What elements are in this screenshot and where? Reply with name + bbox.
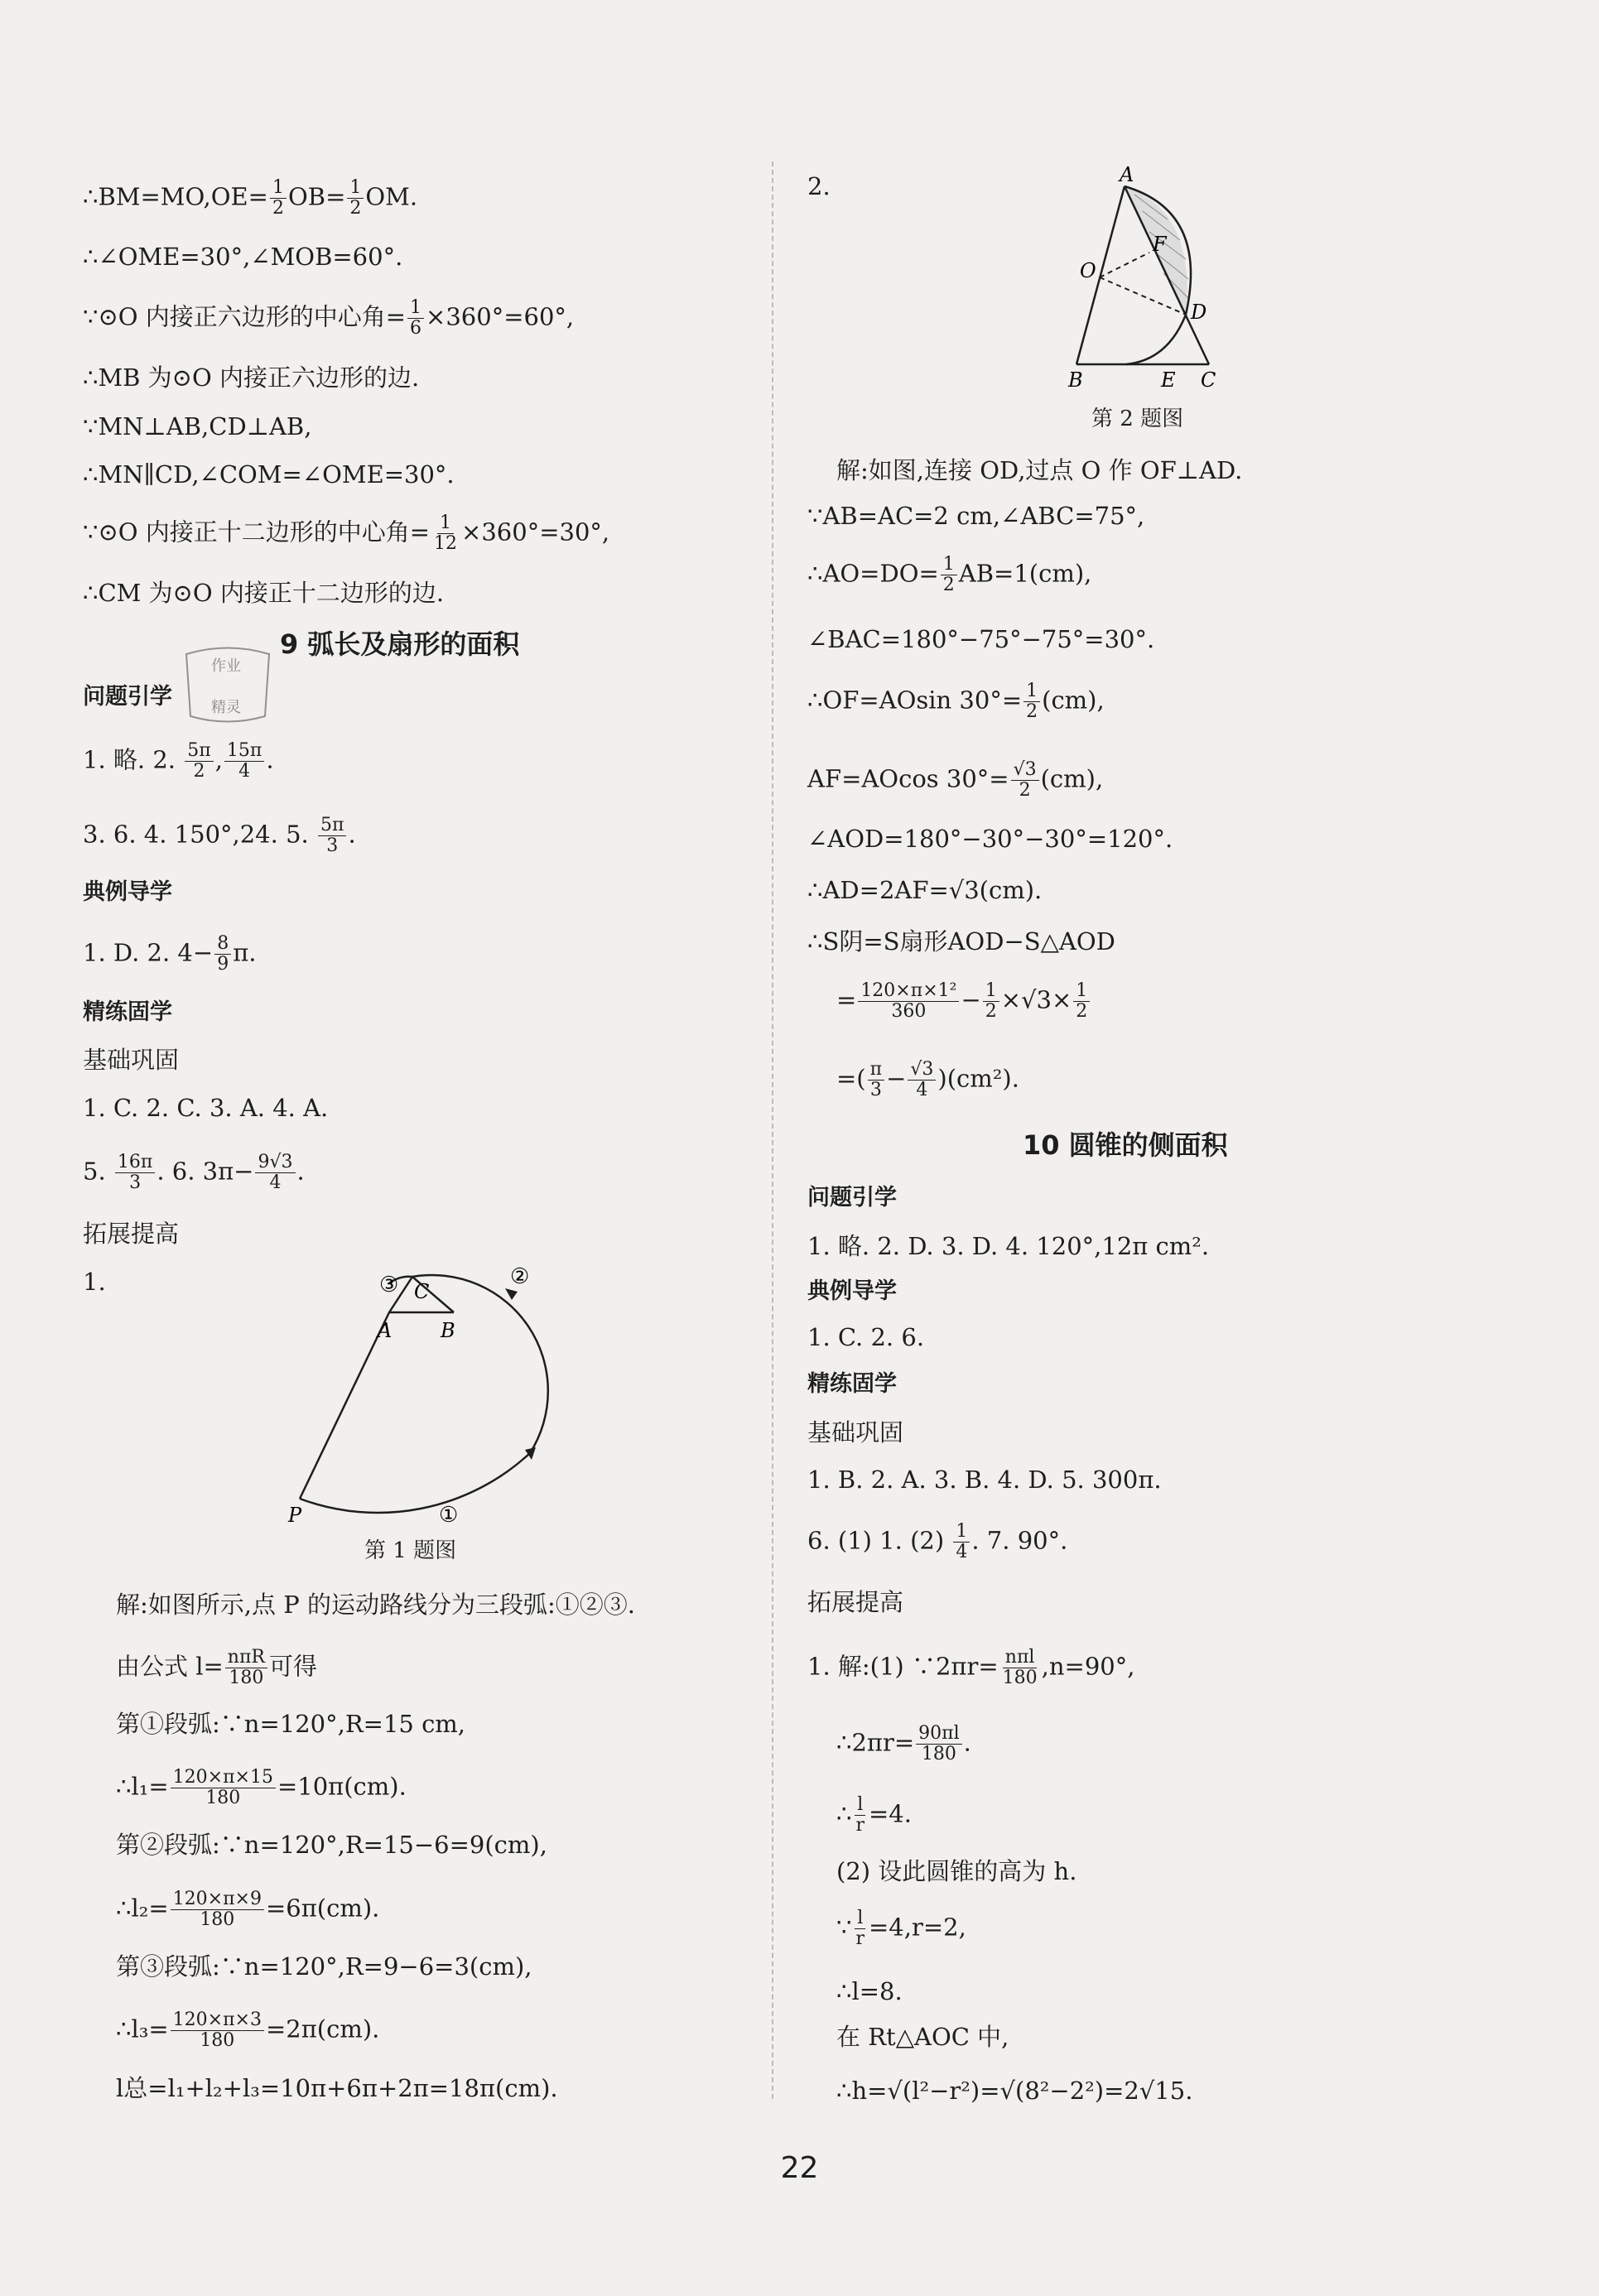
problem-1-number: 1. [83,1268,106,1296]
line-pa [300,1312,389,1499]
den: 3 [129,1172,142,1193]
arrow-1-icon [525,1447,536,1460]
fraction [171,1768,276,1808]
den: 4 [916,1080,928,1100]
fraction [115,1153,155,1193]
text: AB=1(cm), [958,559,1092,588]
den: 180 [200,2030,235,2051]
r-line-jichu-1: 1. B. 2. A. 3. B. 4. D. 5. 300π. [807,1466,1162,1494]
line-jichu-2 [83,1153,305,1193]
label-circle-2: ② [510,1264,530,1289]
side-ac [1125,186,1209,364]
line-dodecagon-angle [83,513,609,554]
r-line-2: ∵AB=AC=2 cm,∠ABC=75°, [807,502,1145,530]
solution-line-8 [116,2010,379,2051]
r-heading-jinglian: 精练固学 [807,1371,897,1397]
svg-text:作业: 作业 [211,657,241,675]
num: 120×π×1² [858,981,959,1002]
column-divider [772,161,773,2099]
r-tz-line-4: (2) 设此圆锥的高为 h. [836,1857,1077,1885]
solution-line-6 [116,1889,379,1930]
num: 1 [407,298,424,319]
text: = [836,985,857,1014]
num: 1 [437,513,454,534]
r-tz-line-1 [807,1648,1134,1688]
num: l [855,1795,865,1816]
solution-line-1: 解:如图所示,点 P 的运动路线分为三段弧:①②③. [116,1591,635,1619]
arc-1 [300,1453,530,1513]
line-cm: ∴CM 为⊙O 内接正十二边形的边. [83,579,445,607]
r-line-jichu-2 [807,1522,1067,1562]
arc-2 [412,1275,548,1453]
heading-dianli: 典例导学 [83,879,172,905]
fraction [347,178,364,219]
line-mb: ∴MB 为⊙O 内接正六边形的边. [83,363,420,392]
fraction [953,1522,970,1562]
r-line-4: ∠BAC=180°−75°−75°=30°. [807,625,1155,653]
den: 360 [891,1001,927,1022]
r-line-1: 解:如图,连接 OD,过点 O 作 OF⊥AD. [836,456,1243,484]
line-mn-parallel: ∴MN∥CD,∠COM=∠OME=30°. [83,460,455,489]
r-line-10 [836,981,1091,1022]
den: 180 [1002,1668,1038,1688]
text: AF=AOcos 30°= [807,764,1009,793]
text: ,n=90°, [1041,1652,1135,1681]
solution-line-7: 第③段弧:∵n=120°,R=9−6=3(cm), [116,1952,532,1981]
num: π [868,1060,884,1081]
label-circle-3: ③ [379,1273,399,1297]
num: 5π [318,816,346,836]
den: 2 [942,575,955,595]
num: 1 [347,178,364,199]
text: ∴OF=AOsin 30°= [807,686,1023,715]
num: 5π [185,741,213,762]
r-line-11: =( $\frac{\pi}{3}$ − $\frac{√3}{4}$ )(cm²). [836,1059,1019,1100]
r-heading-dianli: 典例导学 [807,1278,897,1304]
fraction [171,2010,264,2051]
r-line-dianli: 1. C. 2. 6. [807,1323,925,1351]
text: ∴AO=DO= [807,559,939,588]
num: 1 [1023,681,1040,702]
r-line-wenti: 1. 略. 2. D. 3. D. 4. 120°,12π cm². [807,1232,1210,1260]
line-mn-perp: ∵MN⊥AB,CD⊥AB, [83,412,312,440]
solution-line-9: l总=l₁+l₂+l₃=10π+6π+2π=18π(cm). [116,2074,558,2102]
text: 6. (1) 1. (2) [807,1526,945,1555]
den: 9 [217,954,229,975]
label-c: C [414,1280,430,1303]
fraction [853,1909,867,1949]
text: )(cm²). [937,1064,1019,1093]
den: 2 [349,198,362,219]
den: 4 [269,1172,282,1193]
den: 3 [869,1080,882,1100]
text: 由公式 l= [116,1652,224,1681]
text: OB= [288,182,346,211]
r-line-7: ∠AOD=180°−30°−30°=120°. [807,825,1173,853]
r-tz-line-8: ∴h=√(l²−r²)=√(8²−2²)=2√15. [836,2077,1193,2105]
fraction [270,178,287,219]
fraction [318,816,346,856]
num: 16π [115,1153,155,1173]
num: 8 [214,934,231,955]
text: . 6. 3π− [157,1157,254,1186]
den: 180 [200,1909,235,1930]
fraction [185,741,213,782]
r-line-8: ∴AD=2AF=√3(cm). [807,876,1043,904]
fraction [916,1724,962,1764]
text: − [961,985,981,1014]
line-jichu-1: 1. C. 2. C. 3. A. 4. A. [83,1094,329,1122]
r-tz-line-2 [836,1724,971,1764]
num: 120×π×3 [171,2010,264,2031]
r-tz-line-5 [836,1909,966,1949]
text: 1. D. 2. 4− [83,938,214,967]
den: 180 [205,1788,241,1808]
text: ∵⊙O 内接正十二边形的中心角= [83,517,431,546]
text: =4. [868,1799,912,1828]
den: 4 [238,761,251,782]
line-dianli [83,934,256,975]
svg-text:精灵: 精灵 [211,699,241,716]
label-f: F [1153,233,1167,256]
r-heading-wenti: 问题引学 [807,1185,897,1211]
num: 1 [1073,981,1090,1002]
r-tz-line-6: ∴l=8. [836,1977,903,2005]
label-a: A [1120,163,1134,186]
text: ∴l₃= [116,2014,169,2043]
text: ∴2πr= [836,1728,915,1757]
stamp-icon [178,638,277,729]
text: ∴BM=MO,OE= [83,182,268,211]
text: (cm), [1040,764,1104,793]
r-tz-line-3 [836,1795,912,1836]
label-e: E [1161,368,1176,392]
r-heading-jichu: 基础巩固 [807,1418,904,1446]
text: 1. 解:(1) ∵2πr= [807,1652,999,1681]
problem-2-number: 2. [807,172,831,200]
line-angle: ∴∠OME=30°,∠MOB=60°. [83,243,403,271]
fraction [1023,681,1040,722]
den: 2 [1019,780,1031,801]
text: (cm), [1042,686,1105,715]
text: ∴l₁= [116,1772,169,1801]
den: 2 [985,1001,997,1022]
label-o: O [1080,259,1096,282]
den: 3 [326,835,339,856]
den: 180 [921,1744,956,1764]
text: OM. [365,182,418,211]
fraction [858,981,959,1022]
den: 4 [956,1542,968,1562]
fraction [908,1060,936,1100]
den: 2 [1076,1001,1088,1022]
r-heading-tuozhan: 拓展提高 [807,1588,904,1616]
heading-tuozhan: 拓展提高 [83,1220,180,1248]
figure-1-arc-path [282,1259,555,1532]
page-number: 22 [780,2151,819,2185]
text: ∴l₂= [116,1894,169,1923]
fraction [407,298,424,339]
num: l [855,1909,865,1929]
fraction [1011,760,1039,801]
num: 1 [270,178,287,199]
fraction [255,1153,295,1193]
line-wenti-1: 1. 略. 2. $\frac{5\pi}{2}$ , $\frac{15\pi}{4}$ . [83,740,274,782]
den: r [855,1928,865,1949]
num: 1 [983,981,999,1002]
solution-line-2 [116,1648,317,1688]
den: 2 [1026,701,1038,722]
num: √3 [908,1060,936,1081]
text: 可得 [269,1652,318,1681]
text: ×360°=30°, [461,517,610,546]
text: π. [233,938,257,967]
stamp-logo [178,638,277,729]
label-b: B [441,1319,455,1342]
num: nπR [225,1648,267,1668]
label-c: C [1201,368,1216,392]
fraction [225,1648,267,1688]
num: nπl [1003,1648,1038,1668]
heading-wenti: 问题引学 [83,684,172,710]
fraction [853,1795,867,1836]
num: 9√3 [255,1153,295,1173]
den: 180 [229,1668,264,1688]
num: √3 [1011,760,1039,781]
text: =( [836,1064,866,1093]
num: 15π [224,741,264,762]
heading-jinglian: 精练固学 [83,999,172,1025]
text: 3. 6. 4. 150°,24. 5. [83,820,309,849]
line-bm-mo [83,178,417,219]
label-b: B [1068,368,1083,392]
fraction [1000,1648,1040,1688]
arrow-2-icon [505,1288,518,1300]
text: ∵⊙O 内接正六边形的中心角= [83,302,407,331]
text: ∴ [836,1799,852,1828]
text: =4,r=2, [868,1913,966,1942]
num: 120×π×15 [171,1768,276,1788]
solution-line-4 [116,1768,407,1808]
text: . [963,1728,971,1757]
text: ∵ [836,1913,852,1942]
text: =10π(cm). [277,1772,407,1801]
text: ×360°=60°, [426,302,575,331]
r-line-9: ∴S阴=S扇形AOD−S△AOD [807,927,1115,955]
section-10-title: 10 圆锥的侧面积 [1023,1129,1228,1161]
line-of [1100,253,1149,277]
num: 1 [953,1522,970,1543]
fraction [1073,981,1090,1022]
fraction [941,555,957,595]
text: =6π(cm). [265,1894,380,1923]
fraction [868,1060,884,1100]
den: 2 [272,198,284,219]
figure-2-sector [1052,161,1250,393]
fraction [214,934,231,975]
r-line-3 [807,555,1091,595]
den: 12 [434,533,458,554]
line-wenti-2: 3. 6. 4. 150°,24. 5. $\frac{5\pi}{3}$ . [83,815,356,856]
line-hexagon-angle [83,298,574,339]
num: 120×π×9 [171,1889,264,1910]
r-tz-line-7: 在 Rt△AOC 中, [836,2023,1009,2051]
num: 1 [941,555,957,575]
text: ×√3× [1000,985,1072,1014]
text: =2π(cm). [265,2014,380,2043]
label-a: A [378,1319,393,1342]
text: . 7. 90°. [971,1526,1068,1555]
text: 1. 略. 2. [83,745,176,774]
fraction [224,741,264,782]
text: 5. [83,1157,106,1186]
fraction [171,1889,264,1930]
text: . [296,1157,305,1186]
section-9-title: 9 弧长及扇形的面积 [280,628,520,660]
r-line-5 [807,681,1105,722]
fraction [431,513,460,554]
solution-line-5: 第②段弧:∵n=120°,R=15−6=9(cm), [116,1831,547,1859]
r-line-6 [807,760,1103,801]
figure-1-caption: 第 1 题图 [364,1538,457,1563]
den: 6 [410,318,422,339]
fraction [983,981,999,1022]
label-p: P [288,1504,302,1527]
den: r [855,1815,865,1836]
den: 2 [193,761,205,782]
label-circle-1: ① [439,1503,459,1528]
figure-2-caption: 第 2 题图 [1091,407,1184,431]
num: 90πl [916,1724,962,1745]
solution-line-3: 第①段弧:∵n=120°,R=15 cm, [116,1710,466,1738]
label-d: D [1191,301,1207,324]
heading-jichu: 基础巩固 [83,1046,180,1074]
